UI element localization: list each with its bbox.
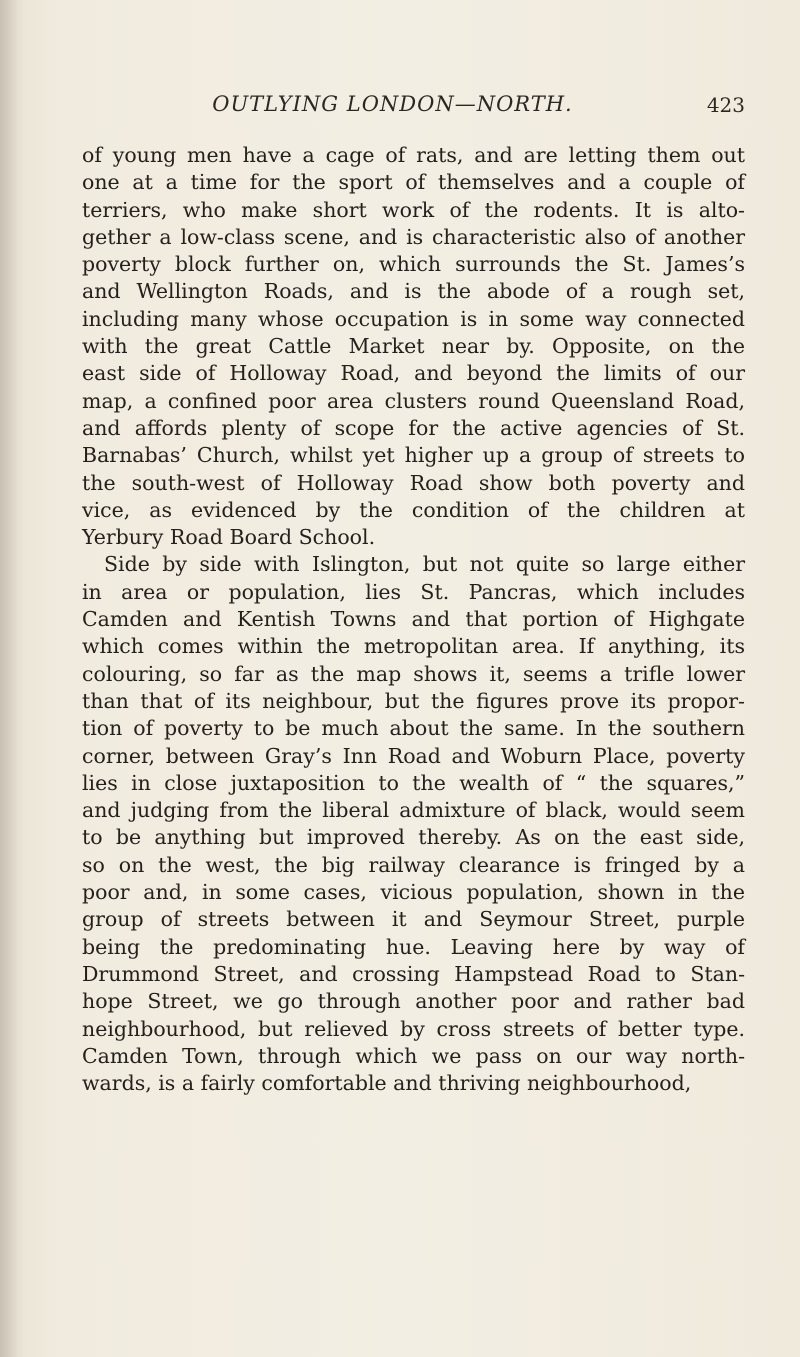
text-line: group of streets between it and Seymour Street, purple (82, 907, 745, 932)
running-head: OUTLYING LONDON—NORTH. (212, 92, 573, 116)
text-line: being the predominating hue. Leaving here by way of (82, 934, 745, 959)
text-line: neighbourhood, but relieved by cross streets of better type. (82, 1016, 745, 1041)
text-line: poverty block further on, which surrounds the St. James’s (82, 252, 745, 277)
text-line: which comes within the metropolitan area. If anything, its (82, 634, 745, 659)
text-line: gether a low-class scene, and is characteristic also of another (82, 224, 745, 249)
text-line: Camden Town, through which we pass on our way north- (82, 1043, 745, 1068)
text-line: Camden and Kentish Towns and that portion of Highgate (82, 607, 745, 632)
text-line: the south-west of Holloway Road show both poverty and (82, 470, 745, 495)
text-line: so on the west, the big railway clearance is fringed by a (82, 852, 745, 877)
text-line: wards, is a fairly comfortable and thriving neighbourhood, (82, 1071, 692, 1096)
text-line: hope Street, we go through another poor and rather bad (82, 989, 745, 1014)
text-line: tion of poverty to be much about the same. In the southern (82, 716, 745, 741)
text-line: of young men have a cage of rats, and are letting them out (82, 143, 745, 167)
text-line: to be anything but improved thereby. As on the east side, (82, 825, 745, 850)
text-line: including many whose occupation is in some way connected (82, 306, 745, 331)
text-line: colouring, so far as the map shows it, seems a trifle lower (82, 661, 745, 686)
text-line: than that of its neighbour, but the figures prove its propor- (82, 688, 745, 713)
text-line: and Wellington Roads, and is the abode of a rough set, (82, 279, 745, 304)
text-line: corner, between Gray’s Inn Road and Woburn Place, poverty (82, 743, 745, 768)
page-number: 423 (706, 93, 745, 117)
text-line: in area or population, lies St. Pancras, which includes (82, 579, 745, 604)
text-line: Drummond Street, and crossing Hampstead Road to Stan- (82, 961, 745, 986)
text-line: terriers, who make short work of the rodents. It is alto- (82, 197, 745, 222)
text-line: east side of Holloway Road, and beyond the limits of our (82, 361, 745, 386)
text-line: Yerbury Road Board School. (82, 525, 376, 550)
text-line: and affords plenty of scope for the active agencies of St. (82, 415, 745, 440)
text-line: one at a time for the sport of themselves and a couple of (82, 170, 745, 195)
text-line: with the great Cattle Market near by. Opposite, on the (82, 334, 745, 359)
body-text (82, 142, 745, 1097)
text-line: Side by side with Islington, but not quite so large either (104, 552, 745, 577)
text-line: map, a confined poor area clusters round Queensland Road, (82, 388, 745, 413)
text-line: Barnabas’ Church, whilst yet higher up a group of streets to (82, 443, 745, 468)
text-line: and judging from the liberal admixture of black, would seem (82, 798, 745, 823)
text-line: vice, as evidenced by the condition of the children at (82, 497, 745, 522)
gutter-shadow (0, 0, 24, 1357)
text-line: poor and, in some cases, vicious population, shown in the (82, 880, 745, 905)
page-header (40, 92, 745, 122)
text-line: lies in close juxtaposition to the wealth of “ the squares,” (82, 770, 745, 795)
